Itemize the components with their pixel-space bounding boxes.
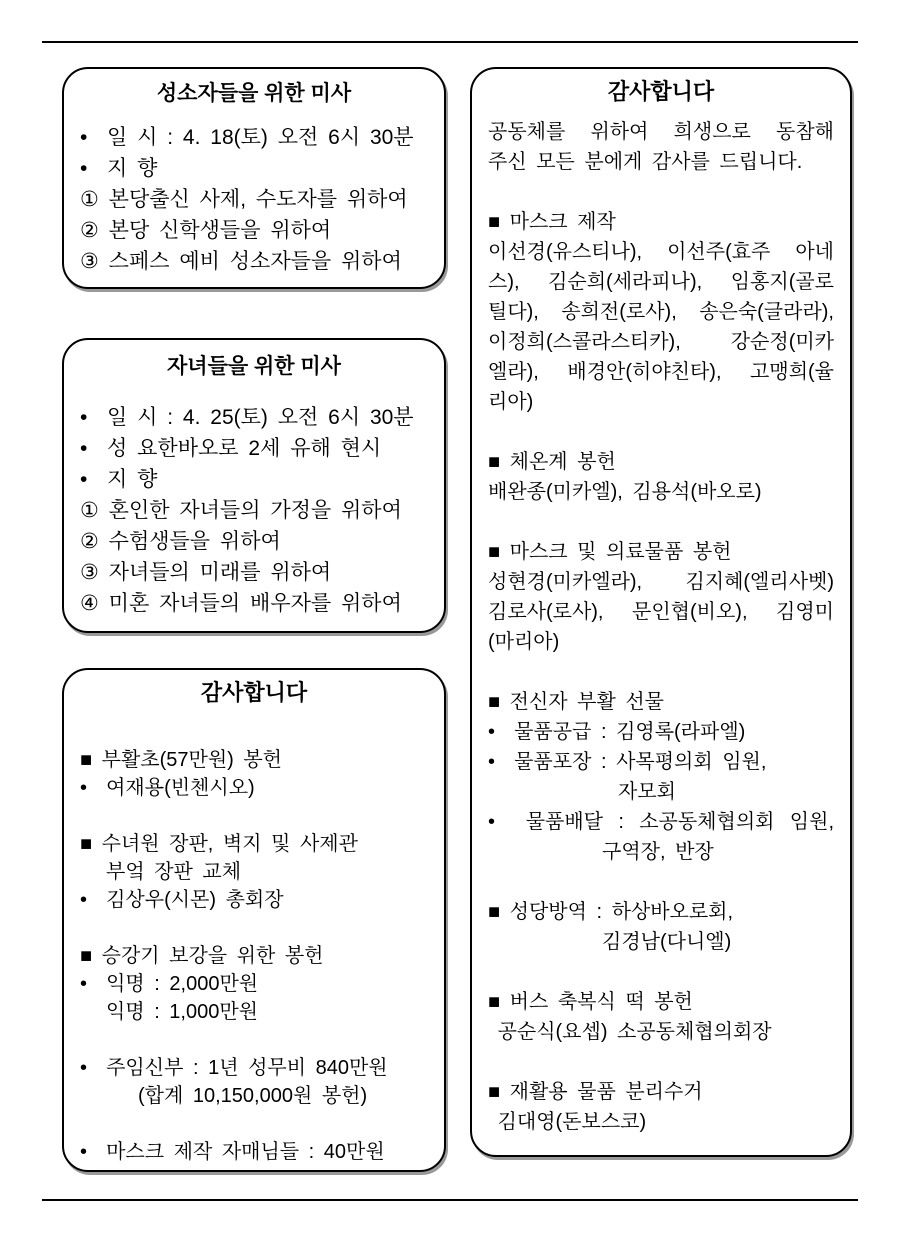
line: • 일 시 : 4. 25(토) 오전 6시 30분: [80, 406, 414, 429]
line: ② 본당 신학생들을 위하여: [80, 219, 332, 242]
line: ■ 재활용 물품 분리수거: [488, 1081, 703, 1103]
line: 익명 : 1,000만원: [106, 1001, 258, 1023]
box-title: 자녀들을 위한 미사: [167, 355, 341, 378]
line: ■ 체온계 봉헌: [488, 451, 616, 473]
line: 부엌 장판 교체: [106, 861, 242, 883]
spacer: [80, 1110, 428, 1138]
line: 엘라), 배경안(히야친타), 고맹희(율: [488, 361, 834, 383]
line: 김로사(로사), 문인협(비오), 김영미: [488, 601, 834, 623]
line: ① 본당출신 사제, 수도자를 위하여: [80, 188, 408, 211]
box-title: 감사합니다: [607, 79, 715, 104]
spacer: [488, 867, 834, 897]
line: • 주임신부 : 1년 성무비 840만원: [80, 1057, 388, 1079]
line: ■ 마스크 및 의료물품 봉헌: [488, 541, 732, 563]
box-title: 성소자들을 위한 미사: [156, 82, 352, 105]
spacer: [488, 657, 834, 687]
line: ① 혼인한 자녀들의 가정을 위하여: [80, 499, 402, 522]
line: 이정희(스콜라스티카), 강순정(미카: [488, 331, 834, 353]
line: 김경남(다니엘): [602, 931, 732, 953]
line: ■ 버스 축복식 떡 봉헌: [488, 991, 693, 1013]
line: • 마스크 제작 자매님들 : 40만원: [80, 1141, 385, 1163]
line: 리아): [488, 391, 534, 413]
line: • 익명 : 2,000만원: [80, 973, 259, 995]
line: (마리아): [488, 631, 560, 653]
line: ③ 스페스 예비 성소자들을 위하여: [80, 250, 402, 273]
line: ■ 승강기 보강을 위한 봉헌: [80, 945, 324, 967]
line: • 지 향: [80, 157, 158, 180]
spacer: [80, 802, 428, 830]
line: 스), 김순희(세라피나), 임홍지(골로: [488, 271, 834, 293]
line: 김대영(돈보스코): [488, 1111, 647, 1133]
line: ■ 성당방역 : 하상바오로회,: [488, 901, 734, 923]
spacer: [488, 177, 834, 207]
top-rule: [42, 41, 858, 43]
line: • 지 향: [80, 468, 158, 491]
box-title: 감사합니다: [200, 680, 308, 705]
spacer: [80, 1026, 428, 1054]
spacer: [488, 957, 834, 987]
line: ■ 전신자 부활 선물: [488, 691, 664, 713]
line: 공순식(요셉) 소공동체협의회장: [488, 1021, 772, 1043]
line: • 물품배달 : 소공동체협의회 임원,: [488, 811, 834, 833]
line: 자모회: [618, 781, 676, 803]
line: ③ 자녀들의 미래를 위하여: [80, 561, 332, 584]
thanks-right-box: [470, 67, 852, 1157]
line: 이선경(유스티나), 이선주(효주 아네: [488, 241, 834, 263]
spacer: [80, 914, 428, 942]
line: • 물품공급 : 김영록(라파엘): [488, 721, 746, 743]
line: ② 수험생들을 위하여: [80, 530, 281, 553]
line: ④ 미혼 자녀들의 배우자를 위하여: [80, 592, 402, 615]
bottom-rule: [42, 1199, 858, 1201]
line: • 물품포장 : 사목평의회 임원,: [488, 751, 767, 773]
line: 공동체를 위하여 희생으로 동참해: [488, 121, 834, 143]
line: 구역장, 반장: [602, 841, 714, 863]
line: (합계 10,150,000원 봉헌): [138, 1085, 368, 1107]
spacer: [488, 507, 834, 537]
line: 주신 모든 분에게 감사를 드립니다.: [488, 151, 803, 173]
line: 배완종(미카엘), 김용석(바오로): [488, 481, 762, 503]
line: ■ 수녀원 장판, 벽지 및 사제관: [80, 833, 358, 855]
line: ■ 부활초(57만원) 봉헌: [80, 749, 282, 771]
line: ■ 마스크 제작: [488, 211, 616, 233]
spacer: [488, 417, 834, 447]
line: 틸다), 송희전(로사), 송은숙(글라라),: [488, 301, 834, 323]
spacer: [488, 1047, 834, 1077]
line: • 여재용(빈첸시오): [80, 777, 255, 799]
thanks-left-box: [62, 668, 446, 1172]
vocations-mass-box: [62, 67, 446, 289]
children-mass-box: [62, 338, 446, 633]
line: • 성 요한바오로 2세 유해 현시: [80, 437, 382, 460]
line: • 일 시 : 4. 18(토) 오전 6시 30분: [80, 126, 414, 149]
line: 성현경(미카엘라), 김지혜(엘리사벳): [488, 571, 834, 593]
line: • 김상우(시몬) 총회장: [80, 889, 284, 911]
